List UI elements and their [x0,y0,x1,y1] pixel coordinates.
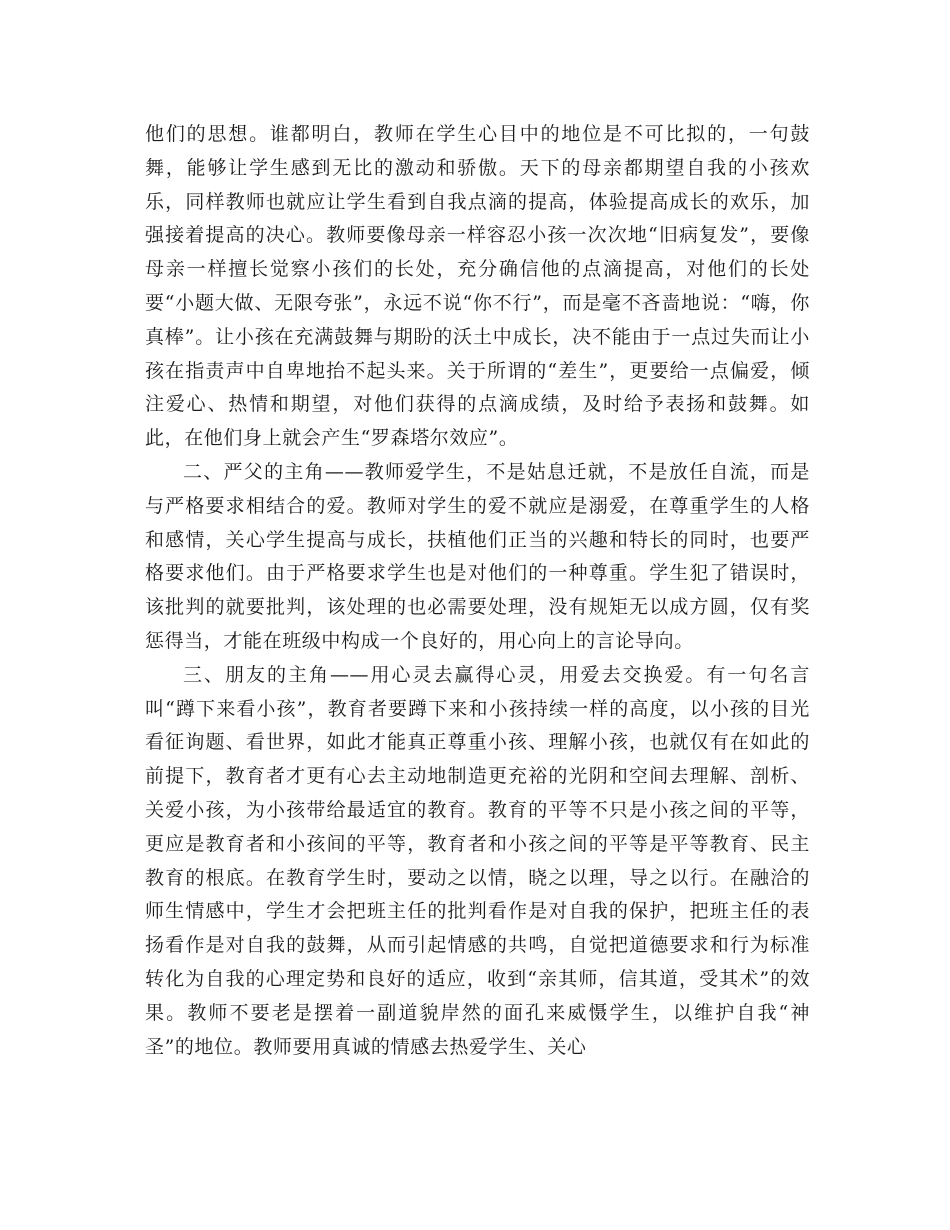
document-page [145,118,810,1064]
paragraph-3: 三、朋友的主角——用心灵去赢得心灵，用爱去交换爱。有一句名言叫“蹲下来看小孩”，教育者要蹲下来和小孩持续一样的高度，以小孩的目光看征询题、看世界，如此才能真正尊重小孩、理解小孩，也就仅有在如此的前提下，教育者才更有心去主动地制造更充裕的光阴和空间去理解、剖析、关爱小孩，为小孩带给最适宜的教育。教育的平等不只是小孩之间的平等，更应是教育者和小孩间的平等，教育者和小孩之间的平等是平等教育、民主教育的根底。在教育学生时，要动之以情，晓之以理，导之以行。在融洽的师生情感中，学生才会把班主任的批判看作是对自我的保护，把班主任的表扬看作是对自我的鼓舞，从而引起情感的共鸣，自觉把道德要求和行为标准转化为自我的心理定势和良好的适应，收到“亲其师，信其道，受其术”的效果。教师不要老是摆着一副道貌岸然的面孔来威慑学生，以维护自我“神圣”的地位。教师要用真诚的情感去热爱学生、关心 [145,663,810,1058]
paragraph-2: 二、严父的主角——教师爱学生，不是姑息迁就，不是放任自流，而是与严格要求相结合的爱。教师对学生的爱不就应是溺爱，在尊重学生的人格和感情，关心学生提高与成长，扶植他们正当的兴趣和特长的同时，也要严格要求他们。由于严格要求学生也是对他们的一种尊重。学生犯了错误时，该批判的就要批判，该处理的也必需要处理，没有规矩无以成方圆，仅有奖惩得当，才能在班级中构成一个良好的，用心向上的言论导向。 [145,460,810,652]
paragraph-1: 他们的思想。谁都明白，教师在学生心目中的地位是不可比拟的，一句鼓舞，能够让学生感到无比的激动和骄傲。天下的母亲都期望自我的小孩欢乐，同样教师也就应让学生看到自我点滴的提高，体验提高成长的欢乐，加强接着提高的决心。教师要像母亲一样容忍小孩一次次地“旧病复发”，要像母亲一样擅长觉察小孩们的长处，充分确信他的点滴提高，对他们的长处要“小题大做、无限夸张”，永远不说“你不行”，而是毫不吝啬地说：“嗨，你真棒”。让小孩在充满鼓舞与期盼的沃土中成长，决不能由于一点过失而让小孩在指责声中自卑地抬不起头来。关于所谓的“差生”，更要给一点偏爱，倾注爱心、热情和期望，对他们获得的点滴成绩，及时给予表扬和鼓舞。如此，在他们身上就会产生“罗森塔尔效应”。 [145,123,810,450]
